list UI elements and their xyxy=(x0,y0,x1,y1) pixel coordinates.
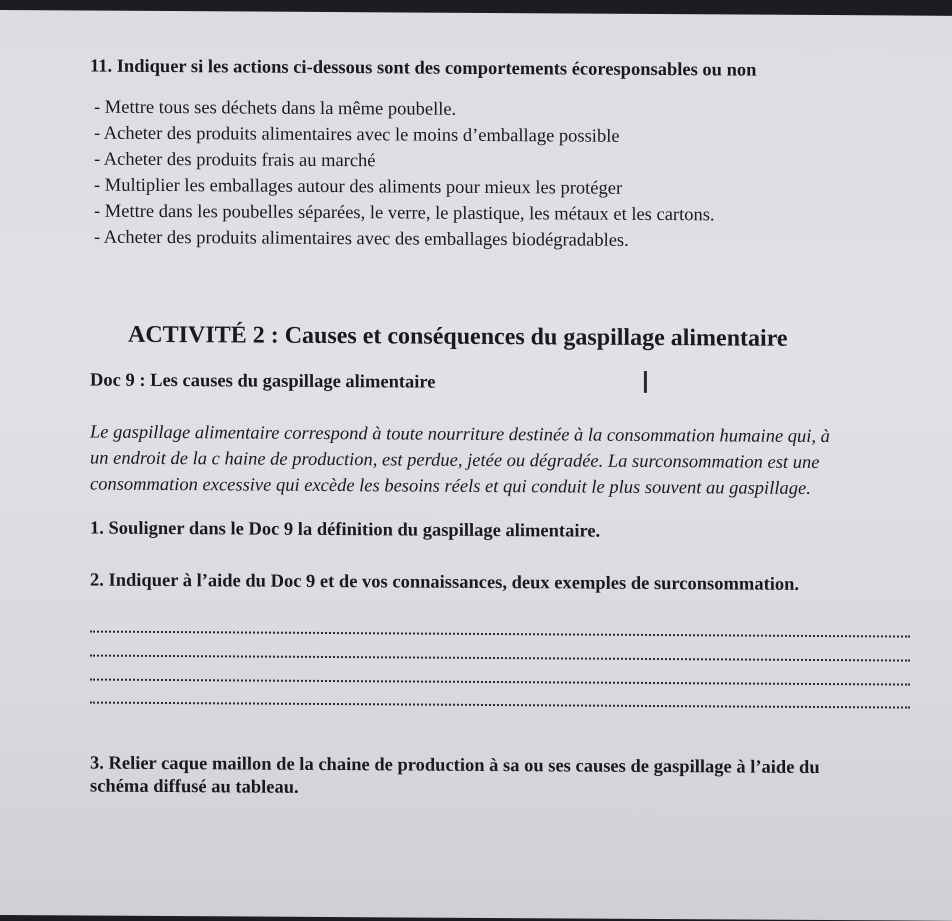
list-item: - Acheter des produits frais au marché xyxy=(94,149,376,172)
activity-title: ACTIVITÉ 2 : Causes et conséquences du gaspillage alimentaire xyxy=(128,321,788,352)
question-1: 1. Souligner dans le Doc 9 la définition du gaspillage alimentaire. xyxy=(90,518,601,542)
list-item: - Multiplier les emballages autour des aliments pour mieux les protéger xyxy=(94,175,623,199)
answer-line[interactable] xyxy=(90,702,910,709)
list-item: - Mettre tous ses déchets dans la même poubelle. xyxy=(94,97,457,120)
doc-9-title: Doc 9 : Les causes du gaspillage alimentaire xyxy=(90,370,436,393)
paragraph-line: Le gaspillage alimentaire correspond à toute nourriture destinée à la consommation humaine qui, à xyxy=(90,422,830,448)
paragraph-line: consommation excessive qui excède les besoins réels et qui conduit le plus souvent au gaspillage. xyxy=(90,474,811,499)
answer-line[interactable] xyxy=(90,631,910,638)
list-item: - Acheter des produits alimentaires avec des emballages biodégradables. xyxy=(94,227,629,251)
question-3-line: 3. Relier caque maillon de la chaine de production à sa ou ses causes de gaspillage à l’aide du xyxy=(90,753,820,779)
question-3-line: schéma diffusé au tableau. xyxy=(90,776,299,798)
doc-9-paragraph xyxy=(90,420,935,503)
list-item: - Acheter des produits alimentaires avec le moins d’emballage possible xyxy=(94,123,620,147)
question-2: 2. Indiquer à l’aide du Doc 9 et de vos connaissances, deux exemples de surconsommation. xyxy=(90,570,800,595)
paragraph-line: un endroit de la c haine de production, est perdue, jetée ou dégradée. La surconsommation est une xyxy=(90,448,820,474)
answer-line[interactable] xyxy=(90,679,910,686)
list-item: - Mettre dans les poubelles séparées, le verre, le plastique, les métaux et les cartons. xyxy=(94,201,715,226)
answer-line[interactable] xyxy=(90,655,910,662)
worksheet-page xyxy=(0,10,952,921)
question-11-list xyxy=(94,95,715,255)
text-cursor-icon: I xyxy=(641,365,650,401)
question-3 xyxy=(90,754,820,802)
question-11-title: 11. Indiquer si les actions ci-dessous sont des comportements écoresponsables ou non xyxy=(90,56,757,81)
